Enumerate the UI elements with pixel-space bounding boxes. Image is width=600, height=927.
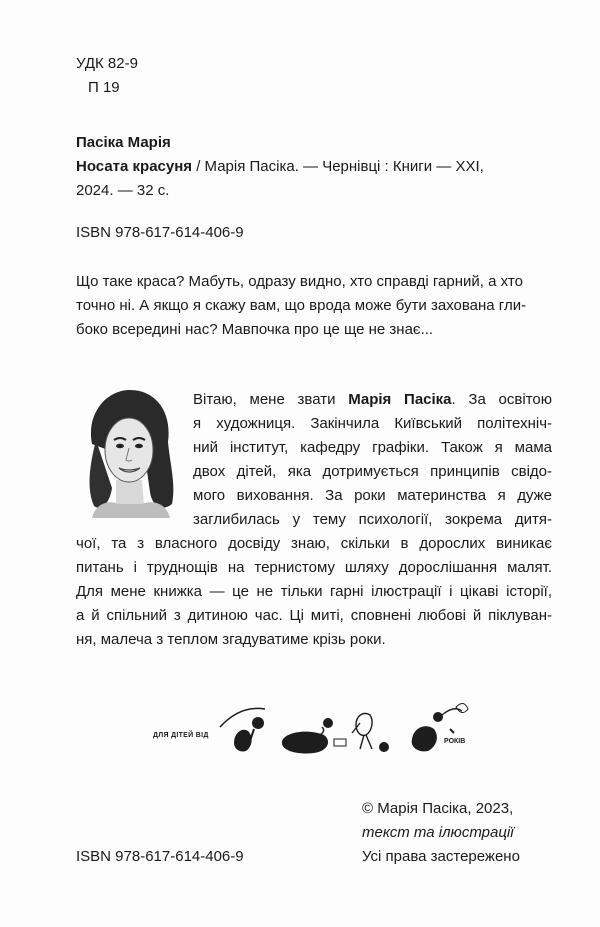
bio-line: Для мене книжка — це не тільки гарні ілюстрації і цікаві історії, (76, 583, 552, 600)
copyright-scope: текст та ілюстрації (362, 824, 514, 841)
bio-line: мого виховання. За роки материнства я дуже (193, 487, 552, 504)
bio-line: питань і труднощів на тернистому шляху дорослішання малят. (76, 559, 552, 576)
author-index: П 19 (88, 79, 120, 96)
udk-code: УДК 82-9 (76, 55, 138, 72)
bio-line: чої, та з власного досвіду знаю, скільки в дорослих виникає (76, 535, 552, 552)
book-title: Носата красуня (76, 158, 193, 175)
bio-line: ня, малеча з теплом згадуватиме крізь роки. (76, 631, 386, 648)
isbn-top: ISBN 978-617-614-406-9 (76, 224, 244, 241)
author-heading: Пасіка Марія (76, 134, 171, 151)
isbn-bottom: ISBN 978-617-614-406-9 (76, 848, 244, 865)
bio-text: . За освітою (451, 391, 552, 408)
age-label-left: ДЛЯ ДІТЕЙ ВІД (153, 732, 209, 739)
imprint-details: / Марія Пасіка. — Чернівці : Книги — XXI, (192, 158, 484, 175)
imprint-year-pages: 2024. — 32 с. (76, 182, 170, 199)
bio-line: заглибилась у тему психології, зокрема дитя- (193, 511, 552, 528)
bio-line: двох дітей, яка дотримується принципів свідо- (193, 463, 552, 480)
bibliographic-record (76, 131, 546, 203)
age-label-right: РОКІВ (444, 738, 466, 745)
annotation-line: точно ні. А якщо я скажу вам, що врода може бути захована гли- (76, 297, 527, 314)
bio-line (193, 388, 552, 412)
rights-reserved: Усі права застережено (362, 848, 520, 865)
copyright-holder: © Марія Пасіка, 2023, (362, 800, 514, 817)
author-bio (76, 388, 552, 652)
bio-line: ний інститут, кафедру графіки. Також я мама (193, 439, 552, 456)
bio-text: Вітаю, мене звати (193, 391, 349, 408)
annotation-line: боко всередині нас? Мавпочка про це ще не знає... (76, 321, 434, 338)
annotation-line: Що таке краса? Мабуть, одразу видно, хто справді гарний, а хто (76, 273, 523, 290)
bio-line: а й спільний з дитиною час. Ці миті, сповнені любові й піклуван- (76, 607, 552, 624)
annotation (76, 270, 552, 342)
bio-line: я художниця. Закінчила Київський політехніч- (193, 415, 552, 432)
monkey-illustration-icon (150, 697, 475, 759)
classification (76, 52, 138, 100)
author-name: Марія Пасіка (348, 391, 452, 408)
copyright (362, 797, 562, 869)
